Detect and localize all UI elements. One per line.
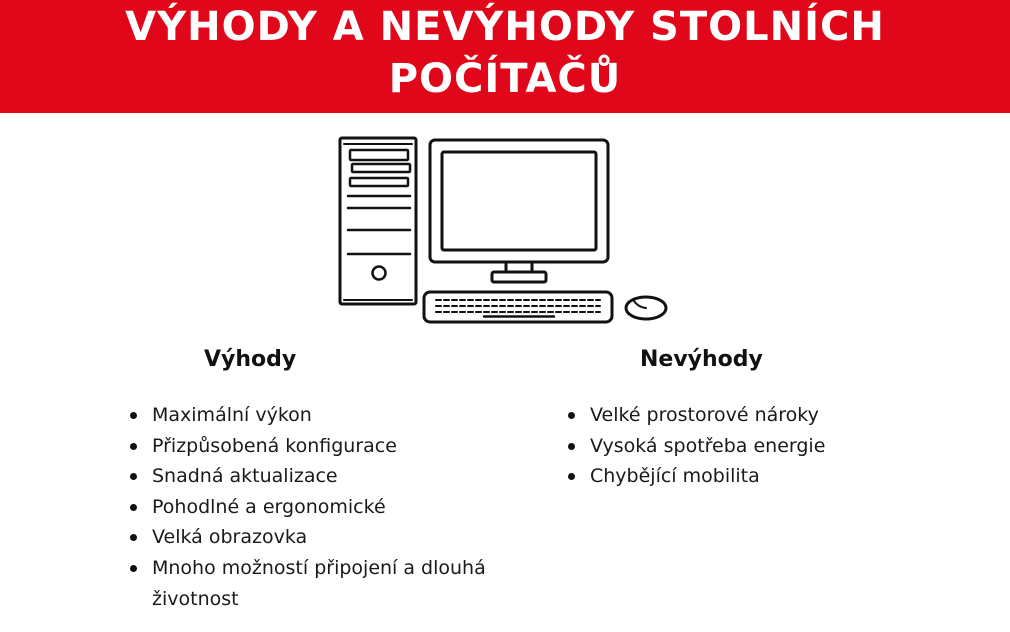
list-item — [128, 492, 488, 523]
bullet-icon — [568, 443, 575, 450]
list-item-text: Vysoká spotřeba energie — [590, 434, 826, 457]
bullet-icon — [568, 473, 575, 480]
list-item — [128, 400, 488, 431]
bullet-icon — [568, 412, 575, 419]
list-item-text: Přizpůsobená konfigurace — [152, 434, 397, 457]
list-item-text: Velké prostorové nároky — [590, 404, 819, 426]
list-item-text: Maximální výkon — [152, 404, 312, 426]
disadvantages-list — [566, 400, 946, 492]
list-item — [128, 431, 488, 462]
advantages-list — [128, 400, 488, 614]
desktop-computer-icon — [334, 130, 674, 330]
disadvantages-column — [566, 342, 946, 492]
list-item — [128, 461, 488, 492]
list-item-text: Velká obrazovka — [152, 526, 308, 549]
list-item-text: Pohodlné a ergonomické — [152, 495, 386, 518]
list-item-text: Chybějící mobilita — [590, 465, 760, 488]
list-item — [566, 461, 946, 492]
page-title: VÝHODY A NEVÝHODY STOLNÍCH POČÍTAČŮ — [125, 3, 885, 102]
list-item — [566, 431, 946, 462]
keyboard-icon — [424, 292, 612, 322]
mouse-icon — [626, 297, 666, 319]
list-item — [128, 522, 488, 553]
disadvantages-heading: Nevýhody — [640, 347, 763, 372]
bullet-icon — [130, 443, 137, 450]
list-item-text: Mnoho možností připojení a dlouhá životnost — [152, 556, 486, 610]
list-item — [128, 553, 488, 614]
advantages-heading: Výhody — [204, 347, 297, 372]
bullet-icon — [130, 534, 137, 541]
monitor-icon — [430, 140, 608, 282]
bullet-icon — [130, 504, 137, 511]
title-banner — [0, 0, 1010, 113]
advantages-column — [128, 342, 488, 614]
list-item — [566, 400, 946, 431]
bullet-icon — [130, 565, 137, 572]
bullet-icon — [130, 473, 137, 480]
bullet-icon — [130, 412, 137, 419]
pc-tower-icon — [340, 138, 416, 304]
list-item-text: Snadná aktualizace — [152, 465, 338, 488]
